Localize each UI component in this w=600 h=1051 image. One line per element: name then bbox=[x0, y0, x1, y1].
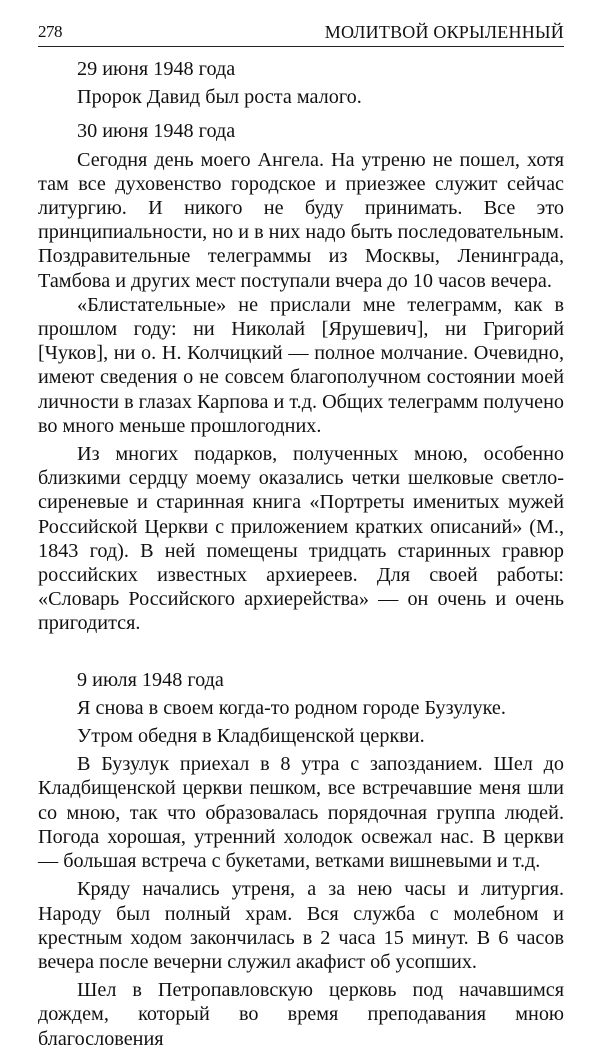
entry-date: 9 июля 1948 года bbox=[77, 668, 224, 691]
book-page bbox=[38, 0, 564, 1051]
entry-date: 30 июня 1948 года bbox=[77, 120, 236, 143]
paragraph: Сегодня день моего Ангела. На утреню не пошел, хотя там все духовенство городское и приезжее служит сейчас литургию. И никого не буду принимать. Все это принципиальности, но и в них надо быть последовательным. Поздравительные телеграммы из Москвы, Ленинграда, Тамбова и других мест поступали вчера до 10 часов вечера. bbox=[38, 148, 564, 292]
paragraph: Из многих подарков, полученных мною, особенно близкими сердцу моему оказались четки шелковые светло-сиреневые и старинная книга «Портреты именитых мужей Российской Церкви с приложением кратких описаний» (М., 1843 год). В ней помещены тридцать старинных гравюр российских известных архиереев. Для своей работы: «Словарь Российского архиерейства» — он очень и очень пригодится. bbox=[38, 443, 564, 635]
paragraph: В Бузулук приехал в 8 утра с запозданием. Шел до Кладбищенской церкви пешком, все встречавшие меня шли со мною, так что образовалась порядочная группа людей. Погода хорошая, утренний холодок освежал нас. В церкви — большая встреча с букетами, ветками вишневыми и т.д. bbox=[38, 753, 564, 873]
running-header bbox=[38, 0, 564, 47]
running-title: МОЛИТВОЙ ОКРЫЛЕННЫЙ bbox=[324, 22, 564, 42]
paragraph: Кряду начались утреня, а за нею часы и литургия. Народу был полный храм. Вся служба с молебном и крестным ходом закончилась в 2 часа 15 минут. В 6 часов вечера после вечерни служил акафист об усопших. bbox=[38, 878, 564, 973]
page-number: 278 bbox=[38, 22, 62, 41]
page-body bbox=[38, 57, 564, 1051]
entry-line: Пророк Давид был роста малого. bbox=[77, 86, 362, 109]
paragraph: Шел в Петропавловскую церковь под начавшимся дождем, который во время преподавания мною благословения bbox=[38, 979, 564, 1050]
entry-line: Утром обедня в Кладбищенской церкви. bbox=[77, 725, 425, 748]
entry-date: 29 июня 1948 года bbox=[77, 58, 236, 80]
paragraph: «Блистательные» не прислали мне телеграмм, как в прошлом году: ни Николай [Ярушевич], ни Григорий [Чуков], ни о. Н. Колчицкий — полное молчание. Очевидно, имеют сведения о не совсем благополучном состоянии моей личности в глазах Карпова и т.д. Общих телеграмм получено во много меньше прошлогодних. bbox=[38, 293, 564, 437]
section-gap bbox=[38, 636, 564, 658]
entry-line: Я снова в своем когда-то родном городе Бузулуке. bbox=[77, 696, 506, 719]
